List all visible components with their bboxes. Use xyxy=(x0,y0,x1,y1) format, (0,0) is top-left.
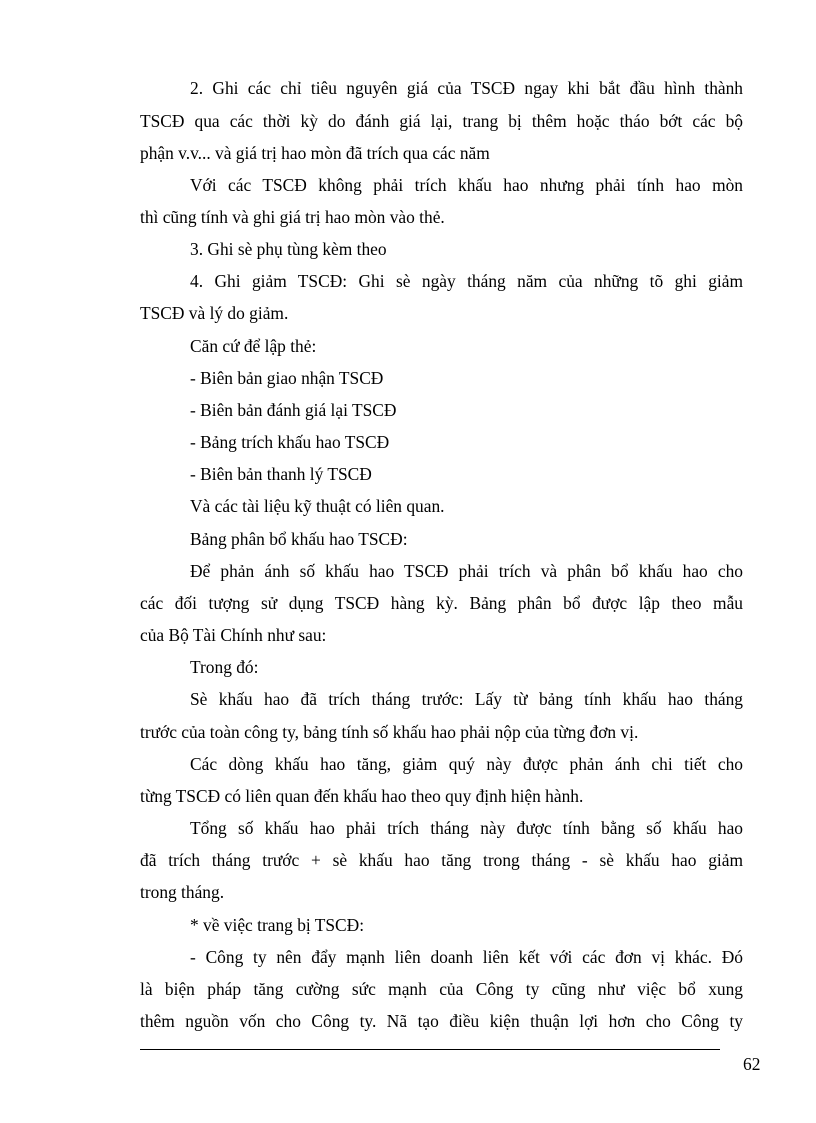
list-item: - Biên bản đánh giá lại TSCĐ xyxy=(190,400,397,420)
paragraph-line: 2. Ghi các chỉ tiêu nguyên giá của TSCĐ ngay khi bắt đầu hình thành xyxy=(190,78,743,98)
paragraph-line: đã trích tháng trước + sè khấu hao tăng trong tháng - sè khấu hao giảm xyxy=(140,850,743,870)
paragraph-line: trong tháng. xyxy=(140,882,225,902)
paragraph-line: Tổng số khấu hao phải trích tháng này được tính bằng số khấu hao xyxy=(190,818,743,838)
section-heading: Bảng phân bổ khấu hao TSCĐ: xyxy=(190,529,408,549)
paragraph-line: thì cũng tính và ghi giá trị hao mòn vào thẻ. xyxy=(140,207,445,227)
paragraph-line: các đối tượng sử dụng TSCĐ hàng kỳ. Bảng phân bổ được lập theo mẫu xyxy=(140,593,743,613)
paragraph-line: Để phản ánh số khấu hao TSCĐ phải trích và phân bổ khấu hao cho xyxy=(190,561,743,581)
paragraph-line: - Công ty nên đẩy mạnh liên doanh liên kết với các đơn vị khác. Đó xyxy=(190,947,743,967)
paragraph-line: Căn cứ để lập thẻ: xyxy=(190,336,317,356)
paragraph-line: thêm nguồn vốn cho Công ty. Nã tạo điều kiện thuận lợi hơn cho Công ty xyxy=(140,1011,743,1031)
section-heading: * về việc trang bị TSCĐ: xyxy=(190,915,365,935)
paragraph-line: Các dòng khấu hao tăng, giảm quý này được phản ánh chi tiết cho xyxy=(190,754,743,774)
footer-rule xyxy=(140,1049,720,1050)
list-item: - Bảng trích khấu hao TSCĐ xyxy=(190,432,390,452)
page-number: 62 xyxy=(743,1054,761,1074)
list-item: - Biên bản thanh lý TSCĐ xyxy=(190,464,372,484)
paragraph-line: TSCĐ qua các thời kỳ do đánh giá lại, trang bị thêm hoặc tháo bớt các bộ xyxy=(140,111,743,131)
paragraph-line: 3. Ghi sè phụ tùng kèm theo xyxy=(190,239,387,259)
paragraph-line: 4. Ghi giảm TSCĐ: Ghi sè ngày tháng năm của những tõ ghi giảm xyxy=(190,271,743,291)
paragraph-line: phận v.v... và giá trị hao mòn đã trích qua các năm xyxy=(140,143,490,163)
paragraph-line: Sè khấu hao đã trích tháng trước: Lấy từ bảng tính khấu hao tháng xyxy=(190,689,743,709)
list-item: - Biên bản giao nhận TSCĐ xyxy=(190,368,384,388)
paragraph-line: từng TSCĐ có liên quan đến khấu hao theo quy định hiện hành. xyxy=(140,786,584,806)
paragraph-line: trước của toàn công ty, bảng tính số khấu hao phải nộp của từng đơn vị. xyxy=(140,722,639,742)
paragraph-line: của Bộ Tài Chính như sau: xyxy=(140,625,327,645)
paragraph-line: Trong đó: xyxy=(190,657,259,677)
paragraph-line: TSCĐ và lý do giảm. xyxy=(140,303,289,323)
paragraph-line: Với các TSCĐ không phải trích khấu hao nhưng phải tính hao mòn xyxy=(190,175,743,195)
paragraph-line: Và các tài liệu kỹ thuật có liên quan. xyxy=(190,496,445,516)
paragraph-line: là biện pháp tăng cường sức mạnh của Công ty cũng như việc bổ xung xyxy=(140,979,743,999)
